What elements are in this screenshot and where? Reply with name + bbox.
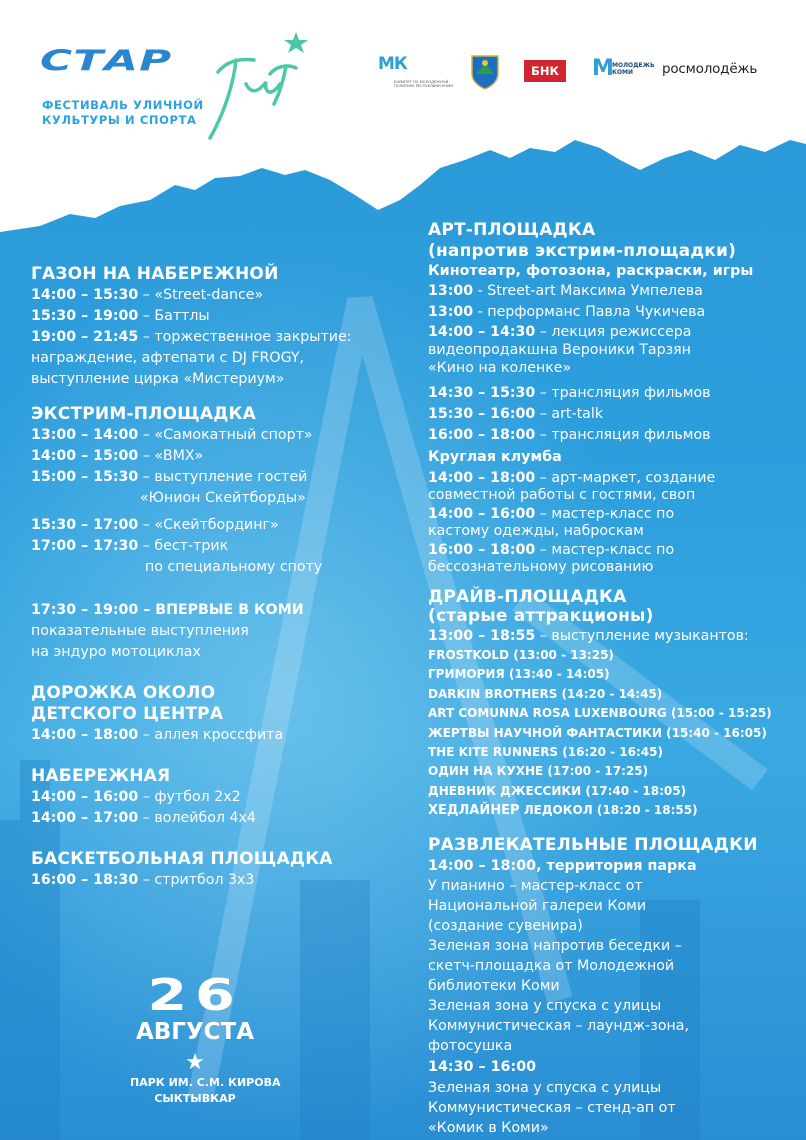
time: 19:00 – 21:45 bbox=[31, 329, 139, 345]
band-item: DARKIN BROTHERS (14:20 - 14:45) bbox=[428, 686, 663, 701]
event: – стритбол 3х3 bbox=[138, 872, 255, 888]
entertainment-line: скетч-площадка от Молодежной bbox=[428, 957, 675, 974]
band-item: THE KITE RUNNERS (16:20 - 16:45) bbox=[428, 745, 663, 760]
venue-line2: СЫКТЫВКАР bbox=[154, 1092, 236, 1105]
event: – трансляция фильмов bbox=[535, 427, 711, 443]
event: – футбол 2х2 bbox=[138, 789, 241, 805]
mk-caption: КОМИТЕТ ПО МОЛОДЕЖНОЙ ПОЛИТИКЕ РЕСПУБЛИКИ КОМИ bbox=[394, 80, 454, 88]
event: – выступление гостей bbox=[138, 469, 308, 485]
schedule-row-cont: на эндуро мотоциклах bbox=[31, 644, 201, 660]
schedule-row bbox=[428, 542, 798, 559]
entertainment-line: Национальной галереи Коми bbox=[428, 897, 647, 914]
molodezh-text-2: КОМИ bbox=[612, 69, 633, 76]
time: 15:30 – 16:00 bbox=[428, 406, 536, 422]
time: 14:00 – 16:00 bbox=[31, 789, 139, 805]
event: – волейбол 4х4 bbox=[138, 810, 256, 826]
partner-rosmolodezh-logo: росмолодёжь bbox=[662, 61, 758, 77]
time: 14:00 – 18:00 bbox=[428, 470, 536, 486]
section-title-path-2: ДЕТСКОГО ЦЕНТРА bbox=[31, 704, 224, 724]
section-subtitle-flowerbed: Круглая клумба bbox=[428, 449, 562, 465]
schedule-left-column bbox=[31, 264, 401, 891]
schedule-row bbox=[428, 506, 798, 523]
section-title-drive: ДРАЙВ-ПЛОЩАДКА bbox=[428, 587, 627, 607]
schedule-row bbox=[428, 323, 798, 341]
section-title-drive-2: (старые аттракционы) bbox=[428, 606, 654, 626]
time: 15:00 – 15:30 bbox=[31, 469, 139, 485]
event: – торжественное закрытие: bbox=[138, 329, 352, 345]
event: – мастер-класс по bbox=[535, 506, 675, 522]
event: – Баттлы bbox=[138, 308, 210, 324]
schedule-row bbox=[31, 446, 401, 467]
molodezh-text-1: МОЛОДЕЖЬ bbox=[612, 62, 655, 69]
section-title-basketball: БАСКЕТБОЛЬНАЯ ПЛОЩАДКА bbox=[31, 849, 333, 869]
schedule-row-cont: бессознательному рисованию bbox=[428, 559, 654, 575]
section-title-extreme: ЭКСТРИМ-ПЛОЩАДКА bbox=[31, 404, 256, 424]
schedule-row bbox=[428, 470, 798, 487]
partner-molodezh-komi-logo bbox=[592, 56, 656, 86]
entertainment-line: Зеленая зона напротив беседки – bbox=[428, 937, 682, 954]
festival-logo bbox=[40, 30, 310, 140]
schedule-row-cont: «Юнион Скейтборды» bbox=[140, 490, 306, 506]
time: 14:00 – 17:00 bbox=[31, 810, 139, 826]
entertainment-time-2: 14:30 – 16:00 bbox=[428, 1058, 537, 1075]
logo-main-glyphs: СТАР bbox=[40, 44, 173, 78]
entertainment-line: «Комик в Коми» bbox=[428, 1119, 549, 1136]
headliner-label: ХЕДЛАЙНЕР bbox=[428, 803, 520, 819]
time: 13:00 – 14:00 bbox=[31, 427, 139, 443]
schedule-row bbox=[428, 626, 798, 646]
schedule-row-cont: выступление цирка «Мистериум» bbox=[31, 371, 285, 387]
section-title-entertainment: РАЗВЛЕКАТЕЛЬНЫЕ ПЛОЩАДКИ bbox=[428, 834, 758, 855]
section-title-gazon: ГАЗОН НА НАБЕРЕЖНОЙ bbox=[31, 264, 279, 284]
schedule-row bbox=[31, 515, 401, 536]
molodezh-mark: М bbox=[592, 56, 614, 81]
section-title-embankment: НАБЕРЕЖНАЯ bbox=[31, 766, 171, 786]
time: 14:00 – 15:30 bbox=[31, 287, 139, 303]
event: – «Самокатный спорт» bbox=[138, 427, 313, 443]
time: 15:30 – 17:00 bbox=[31, 517, 139, 533]
time: 14:00 – 15:00 bbox=[31, 448, 139, 464]
event: – выступление музыкантов: bbox=[535, 628, 749, 644]
partner-mk-logo bbox=[378, 52, 454, 92]
time: 16:00 – 18:30 bbox=[31, 872, 139, 888]
schedule-row bbox=[31, 425, 401, 446]
schedule-row-cont: награждение, афтепати с DJ FROGY, bbox=[31, 350, 305, 366]
schedule-row bbox=[31, 536, 401, 557]
event: – арт-маркет, создание bbox=[535, 470, 716, 486]
entertainment-line: (создание сувенира) bbox=[428, 917, 583, 934]
logo-script-stroke bbox=[210, 60, 296, 139]
schedule-row-cont: «Кино на коленке» bbox=[428, 360, 572, 376]
event-date-block bbox=[130, 970, 281, 1106]
schedule-row bbox=[31, 285, 401, 306]
section-title-art: АРТ-ПЛОЩАДКА bbox=[428, 220, 596, 240]
band-item: ОДИН НА КУХНЕ (17:00 - 17:25) bbox=[428, 764, 649, 779]
schedule-row-cont: по специальному споту bbox=[145, 559, 323, 575]
event: – «Скейтбординг» bbox=[138, 517, 279, 533]
date-day: 26 bbox=[147, 970, 243, 1021]
schedule-row bbox=[31, 327, 401, 348]
star-icon bbox=[284, 32, 308, 53]
band-headliner bbox=[428, 801, 798, 820]
schedule-row-cont: показательные выступления bbox=[31, 623, 249, 639]
time: 16:00 – 18:00 bbox=[428, 427, 536, 443]
entertainment-line: Зеленая зона у спуска с улицы bbox=[428, 1079, 662, 1096]
entertainment-line: библиотеки Коми bbox=[428, 977, 560, 994]
entertainment-line: У пианино – мастер-класс от bbox=[428, 877, 643, 894]
time: 15:30 – 19:00 bbox=[31, 308, 139, 324]
entertainment-line: Коммунистическая – лаундж-зона, bbox=[428, 1017, 690, 1034]
schedule-row bbox=[31, 787, 401, 808]
section-subtitle-art: Кинотеатр, фотозона, раскраски, игры bbox=[428, 263, 754, 279]
partner-bnk-logo: БНК bbox=[524, 60, 566, 82]
event: – art-talk bbox=[535, 406, 604, 422]
schedule-row bbox=[31, 870, 401, 891]
star-icon: ★ bbox=[185, 1050, 205, 1075]
event: – «Street-dance» bbox=[138, 287, 264, 303]
venue-line1: ПАРК ИМ. С.М. КИРОВА bbox=[130, 1076, 281, 1089]
schedule-row bbox=[428, 404, 798, 425]
schedule-row bbox=[31, 808, 401, 829]
schedule-row bbox=[31, 600, 401, 621]
time: 14:00 – 16:00 bbox=[428, 506, 536, 522]
time: 13:00 bbox=[428, 304, 474, 320]
time: 17:00 – 17:30 bbox=[31, 538, 139, 554]
section-title-path: ДОРОЖКА ОКОЛО bbox=[31, 683, 216, 703]
time: 17:30 – 19:00 bbox=[31, 602, 139, 618]
schedule-row-cont: совместной работы с гостями, своп bbox=[428, 487, 696, 503]
event: – бест-трик bbox=[138, 538, 229, 554]
schedule-row-cont: видеопродакшна Вероники Тарзян bbox=[428, 342, 691, 358]
date-month: АВГУСТА bbox=[135, 1019, 255, 1045]
schedule-row bbox=[31, 467, 401, 488]
time: 14:30 – 15:30 bbox=[428, 385, 536, 401]
entertainment-line: Зеленая зона у спуска с улицы bbox=[428, 997, 662, 1014]
event: - Street-art Максима Умпелева bbox=[473, 283, 703, 299]
molodezh-text bbox=[612, 62, 655, 76]
band-item: FROSTKOLD (13:00 - 13:25) bbox=[428, 648, 614, 662]
schedule-right-column bbox=[428, 220, 798, 1138]
time: 13:00 – 18:55 bbox=[428, 628, 536, 644]
band-item: ART COMUNNA ROSA LUXENBOURG (15:00 - 15:25) bbox=[428, 706, 772, 721]
entertainment-time-1: 14:00 – 18:00, территория парка bbox=[428, 857, 697, 874]
schedule-row bbox=[31, 725, 401, 746]
coat-of-arms-icon bbox=[470, 54, 500, 90]
time: 14:00 – 14:30 bbox=[428, 324, 536, 340]
schedule-row bbox=[31, 306, 401, 327]
schedule-row bbox=[428, 302, 798, 323]
logo-subtitle bbox=[42, 98, 222, 128]
logo-subtitle-line2: КУЛЬТУРЫ И СПОРТА bbox=[42, 113, 197, 127]
event: – лекция режиссера bbox=[535, 324, 692, 340]
event: – аллея кроссфита bbox=[138, 727, 284, 743]
section-title-art-2: (напротив экстрим-площадки) bbox=[428, 241, 737, 261]
time: 14:00 – 18:00 bbox=[31, 727, 139, 743]
event: - перформанс Павла Чукичева bbox=[473, 304, 706, 320]
event-highlight: – ВПЕРВЫЕ В КОМИ bbox=[138, 602, 304, 618]
schedule-row bbox=[428, 281, 798, 302]
entertainment-line: фотосушка bbox=[428, 1037, 513, 1054]
mk-letters: МК bbox=[378, 54, 407, 74]
band-item: ЖЕРТВЫ НАУЧНОЙ ФАНТАСТИКИ (15:40 - 16:05) bbox=[428, 725, 767, 740]
event: – «BMX» bbox=[138, 448, 204, 464]
schedule-row-cont: кастому одежды, наброскам bbox=[428, 523, 644, 539]
headliner-text: ЛЕДОКОЛ (18:20 - 18:55) bbox=[519, 803, 698, 818]
event: – мастер-класс по bbox=[535, 542, 675, 558]
logo-subtitle-line1: ФЕСТИВАЛЬ УЛИЧНОЙ bbox=[42, 98, 204, 112]
band-item: ДНЕВНИК ДЖЕССИКИ (17:40 - 18:05) bbox=[428, 783, 687, 798]
schedule-row bbox=[428, 425, 798, 446]
event: – трансляция фильмов bbox=[535, 385, 711, 401]
schedule-row bbox=[428, 383, 798, 404]
time: 16:00 – 18:00 bbox=[428, 542, 536, 558]
entertainment-line: Коммунистическая – стенд-ап от bbox=[428, 1099, 676, 1116]
time: 13:00 bbox=[428, 283, 474, 299]
band-item: ГРИМОРИЯ (13:40 - 14:05) bbox=[428, 667, 610, 682]
